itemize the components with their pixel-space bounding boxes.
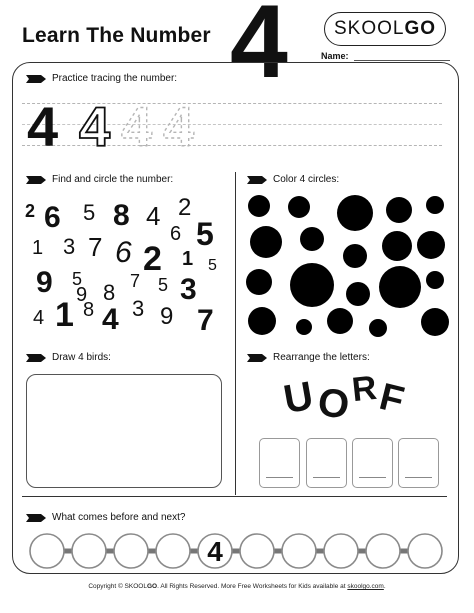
scatter-digit[interactable]: 2 <box>143 240 162 278</box>
scatter-digit[interactable]: 7 <box>88 232 103 262</box>
sequence-circle[interactable] <box>366 534 400 568</box>
footer-brand: GO <box>146 583 158 590</box>
scatter-digit[interactable]: 2 <box>178 194 192 221</box>
jumbled-letter: U <box>280 373 317 423</box>
scatter-digit[interactable]: 6 <box>170 223 182 245</box>
horizontal-divider <box>22 496 447 497</box>
logo-part2: GO <box>404 18 437 39</box>
section-color-label: Color 4 circles: <box>273 174 340 185</box>
scatter-digit[interactable]: 8 <box>113 199 130 232</box>
sequence-circle[interactable] <box>408 534 442 568</box>
sequence-circle[interactable] <box>324 534 358 568</box>
scatter-digit[interactable]: 8 <box>103 280 116 305</box>
scatter-digit[interactable]: 7 <box>197 304 214 337</box>
featured-number: 4 <box>230 0 288 100</box>
sequence-shown-number: 4 <box>207 536 223 567</box>
trace-solid-digit: 4 <box>27 96 59 156</box>
scatter-digit[interactable]: 9 <box>76 284 88 306</box>
footer-after: . <box>383 583 386 590</box>
name-label: Name: <box>321 51 349 61</box>
section-sequence-label: What comes before and next? <box>52 512 186 523</box>
letter-slot[interactable] <box>398 438 439 488</box>
scatter-digit[interactable]: 6 <box>115 236 132 269</box>
section-sequence-header <box>26 512 185 523</box>
jumbled-letter: F <box>375 375 408 423</box>
section-rearrange-label: Rearrange the letters: <box>273 352 370 363</box>
scatter-digit[interactable]: 3 <box>63 234 76 259</box>
footer-middle: . All Rights Reserved. More Free Worksheets for Kids available at <box>157 583 348 590</box>
scatter-digit[interactable]: 5 <box>83 200 96 225</box>
sequence-circle[interactable] <box>30 534 64 568</box>
trace-dotted-digit-1: 4 <box>121 96 153 156</box>
sequence-circle[interactable] <box>282 534 316 568</box>
scatter-digit[interactable]: 4 <box>33 307 45 329</box>
letter-slot[interactable] <box>306 438 347 488</box>
scatter-digit[interactable]: 9 <box>36 266 53 299</box>
trace-outline-digit: 4 <box>79 96 111 156</box>
logo-part1: SKOOL <box>333 18 405 39</box>
sequence-circle[interactable] <box>72 534 106 568</box>
scatter-digit[interactable]: 7 <box>130 271 141 291</box>
worksheet-title: Learn The Number <box>22 24 211 47</box>
tag-icon <box>26 514 46 522</box>
letter-slot[interactable] <box>259 438 300 488</box>
scatter-digit[interactable]: 3 <box>132 296 145 321</box>
scatter-digit[interactable]: 5 <box>72 269 83 289</box>
jumbled-letter: R <box>350 368 379 410</box>
scatter-digit[interactable]: 1 <box>32 237 44 259</box>
sequence-circle[interactable] <box>114 534 148 568</box>
sequence-circle[interactable] <box>240 534 274 568</box>
scatter-digit[interactable]: 5 <box>158 275 169 295</box>
sequence-circle[interactable] <box>156 534 190 568</box>
letter-slot[interactable] <box>352 438 393 488</box>
scatter-digit[interactable]: 2 <box>25 201 36 221</box>
scatter-digit[interactable]: 4 <box>146 201 161 231</box>
footer-site-link[interactable]: skoolgo.com <box>347 583 384 590</box>
scatter-digit[interactable]: 1 <box>182 248 194 270</box>
scatter-digit[interactable]: 3 <box>180 273 197 306</box>
footer-before: Copyright © SKOOL <box>88 583 147 590</box>
scatter-digit[interactable]: 1 <box>55 296 74 334</box>
section-trace-label: Practice tracing the number: <box>52 73 178 84</box>
section-find-label: Find and circle the number: <box>52 174 174 185</box>
scatter-digit[interactable]: 6 <box>44 201 61 234</box>
jumbled-letter: O <box>315 380 352 428</box>
scatter-digit[interactable]: 5 <box>196 216 214 252</box>
trace-dotted-digit-2: 4 <box>163 96 195 156</box>
scatter-digit[interactable]: 8 <box>83 299 95 321</box>
section-draw-label: Draw 4 birds: <box>52 352 111 363</box>
scatter-digit[interactable]: 5 <box>208 257 217 274</box>
scatter-digit[interactable]: 4 <box>102 303 119 336</box>
number-sequence-chain[interactable] <box>20 528 452 574</box>
footer-copyright <box>0 583 474 590</box>
scatter-digit[interactable]: 9 <box>160 303 174 330</box>
